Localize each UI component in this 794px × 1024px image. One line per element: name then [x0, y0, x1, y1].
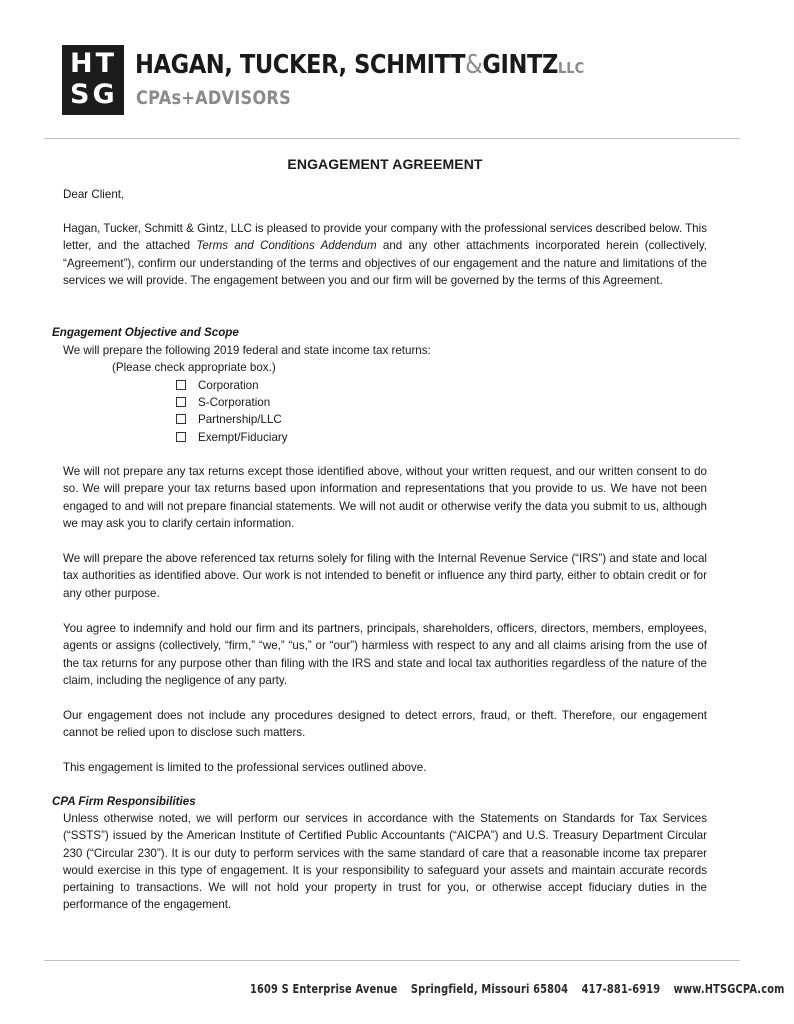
option-label: Exempt/Fiduciary	[198, 431, 288, 444]
firm-name-end: GINTZ	[482, 50, 558, 80]
option-exempt	[176, 429, 288, 446]
firm-tagline: CPAs+ADVISORS	[136, 87, 292, 109]
intro-paragraph	[63, 220, 707, 289]
footer-website[interactable]: www.HTSGCPA.com	[673, 982, 785, 996]
footer-address: 1609 S Enterprise Avenue	[250, 982, 398, 996]
logo-letters-top: HT	[70, 48, 118, 79]
section-heading-responsibilities: CPA Firm Responsibilities	[52, 795, 196, 808]
option-label: S-Corporation	[198, 396, 271, 409]
section-heading-scope: Engagement Objective and Scope	[52, 326, 239, 339]
footer-phone: 417-881-6919	[581, 982, 661, 996]
option-s-corporation	[176, 394, 270, 411]
paragraph-procedures: Our engagement does not include any procedures designed to detect errors, fraud, or theft. Therefore, our engagement cannot be relied upon to disclose such matters.	[63, 709, 707, 740]
footer-divider	[44, 960, 740, 961]
paragraph-indemnify: You agree to indemnify and hold our firm and its partners, principals, shareholders, officers, directors, members, employees, agents or assigns (collectively, “firm,” “we,” “us,” or “our”) harmless with respect to any and all claims arising from the use of the tax returns for any purpose other than filing with the IRS and state and local tax authorities regardless of the nature of the claim, including the negligence of any party.	[63, 622, 707, 687]
paragraph-limited: This engagement is limited to the professional services outlined above.	[63, 761, 427, 774]
intro-text-start: Hagan, Tucker, Schmitt & Gintz, LLC is pleased to provide your company with the professional services described below. This letter, and the attached	[63, 222, 707, 253]
option-label: Partnership/LLC	[198, 413, 282, 426]
checkbox-s-corporation[interactable]	[176, 397, 186, 407]
check-instruction: (Please check appropriate box.)	[112, 361, 276, 374]
salutation: Dear Client,	[63, 188, 125, 201]
option-corporation	[176, 377, 259, 394]
firm-name-ampersand: &	[465, 50, 483, 80]
checkbox-corporation[interactable]	[176, 380, 186, 390]
addendum-title: Terms and Conditions Addendum	[196, 239, 377, 253]
firm-suffix: LLC	[557, 59, 585, 77]
logo-letters-bottom: SG	[70, 79, 118, 110]
option-partnership	[176, 411, 282, 428]
intro-text-end: and any other attachments incorporated herein (collectively, “Agreement”), confirm our understanding of the terms and objectives of our engagement and the nature and limitations of the services we will provide. The engagement between you and our firm will be governed by the terms of this Agreement.	[63, 239, 708, 287]
option-label: Corporation	[198, 379, 259, 392]
firm-name	[135, 50, 584, 80]
footer-city: Springfield, Missouri 65804	[410, 982, 569, 996]
checkbox-partnership[interactable]	[176, 414, 186, 424]
header-divider	[44, 138, 740, 139]
firm-name-main: HAGAN, TUCKER, SCHMITT	[135, 50, 466, 80]
footer-contact	[250, 982, 794, 996]
paragraph-standards: Unless otherwise noted, we will perform our services in accordance with the Statements on Standards for Tax Services (“SSTS”) issued by the American Institute of Certified Public Accountants (“AICPA”) and U.S. Treasury Department Circular 230 (“Circular 230”). It is our duty to perform services with the same standard of care that a reasonable income tax preparer would exercise in this type of engagement. It is your responsibility to safeguard your assets and maintain accurate records pertaining to transactions. We will not hold your property in trust for you, or otherwise accept fiduciary duties in the performance of the engagement.	[63, 812, 707, 912]
paragraph-filing: We will prepare the above referenced tax returns solely for filing with the Internal Revenue Service (“IRS”) and state and local tax authorities as identified above. Our work is not intended to benefit or influence any third party, either to obtain credit or for any other purpose.	[63, 552, 707, 600]
firm-logo	[62, 45, 124, 115]
document-title: ENGAGEMENT AGREEMENT	[287, 156, 483, 172]
checkbox-exempt[interactable]	[176, 432, 186, 442]
scope-intro: We will prepare the following 2019 federal and state income tax returns:	[63, 344, 431, 357]
paragraph-not-prepare: We will not prepare any tax returns except those identified above, without your written request, and our written consent to do so. We will prepare your tax returns based upon information and representations that you provide to us. We have not been engaged to and will not prepare financial statements. We will not audit or otherwise verify the data you submit to us, although we may ask you to clarify certain information.	[63, 465, 707, 530]
